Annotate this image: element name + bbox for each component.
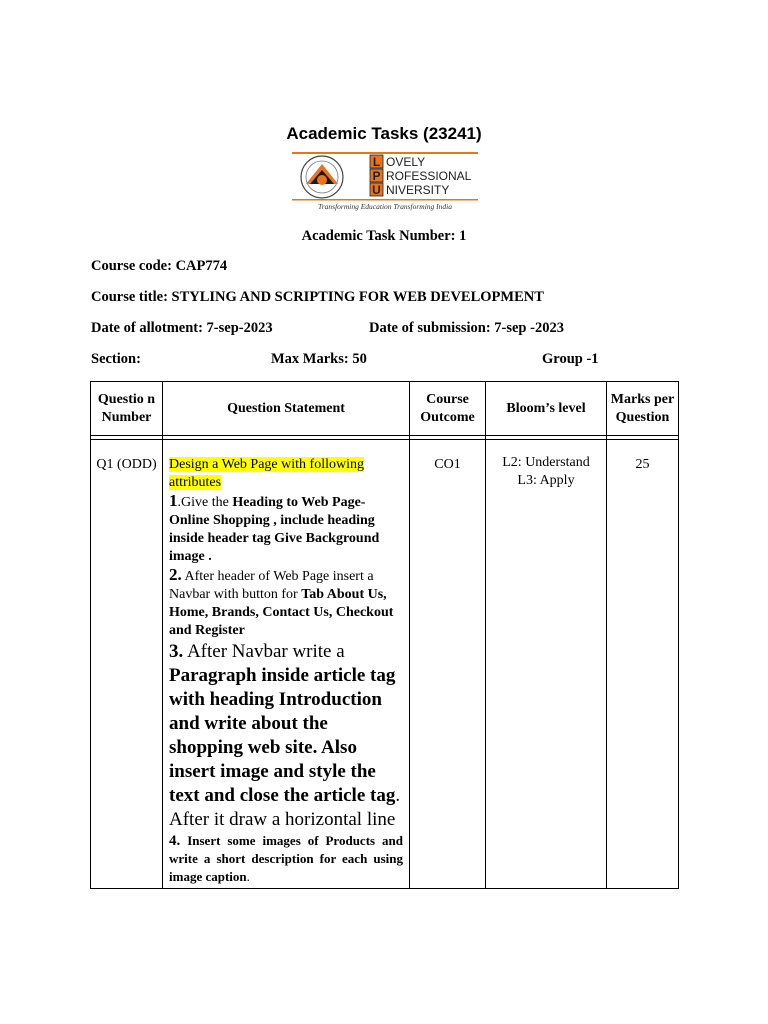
point-3: 3. After Navbar write a Paragraph inside article tag with heading Introduction and write about the shopping web site. Also insert image and style the text and close the article tag. After it draw a horizontal line	[169, 641, 401, 830]
header-course-outcome: Course Outcome	[410, 382, 486, 436]
max-marks: Max Marks: 50	[271, 351, 367, 367]
header-blooms-level: Bloom’s level	[486, 382, 607, 436]
section-label: Section:	[91, 351, 141, 367]
course-code: Course code: CAP774	[91, 258, 228, 274]
logo-word-university: NIVERSITY	[386, 183, 450, 197]
header-question-number: Questio n Number	[91, 382, 163, 436]
university-logo	[292, 150, 478, 212]
page-title: Academic Tasks (23241)	[286, 124, 482, 143]
table-header-row	[91, 382, 679, 436]
highlighted-intro: Design a Web Page with following attributes	[169, 457, 364, 490]
lpu-letter-boxes	[370, 155, 383, 197]
task-number: Academic Task Number: 1	[301, 228, 467, 244]
question-number: Q1 (ODD)	[91, 440, 163, 889]
logo-tagline: Transforming Education Transforming India	[318, 202, 452, 211]
bloom-level-1: L2: Understand	[502, 455, 590, 470]
intro-line	[169, 456, 403, 492]
bloom-level-2: L3: Apply	[517, 473, 575, 488]
logo-word-lovely: OVELY	[386, 155, 426, 169]
date-of-allotment: Date of allotment: 7-sep-2023	[91, 320, 273, 336]
logo-word-professional: ROFESSIONAL	[386, 169, 472, 183]
point-2: 2. After header of Web Page insert a Navbar with button for Tab About Us, Home, Brands, Contact Us, Checkout and Register	[169, 565, 394, 638]
questions-table	[90, 381, 679, 889]
seal-center	[317, 175, 327, 185]
question-statement	[163, 440, 410, 889]
svg-text:U: U	[372, 183, 381, 197]
logo-bottom-rule	[292, 199, 478, 201]
course-outcome: CO1	[410, 440, 486, 889]
header-marks-per-question: Marks per Question	[607, 382, 679, 436]
marks: 25	[607, 440, 679, 889]
logo-top-rule	[292, 152, 478, 154]
svg-text:P: P	[372, 169, 381, 183]
svg-text:L: L	[372, 155, 381, 169]
point-4: 4. Insert some images of Products and write a short description for each using image caption.	[169, 833, 403, 884]
point-1: 1.Give the Heading to Web Page-Online Shopping , include heading inside header tag Give Background image .	[169, 491, 380, 564]
header-question-statement: Question Statement	[163, 382, 410, 436]
date-of-submission: Date of submission: 7-sep -2023	[369, 320, 564, 336]
blooms-level	[486, 440, 607, 889]
table-row	[91, 440, 679, 889]
group-label: Group -1	[542, 351, 599, 367]
course-title: Course title: STYLING AND SCRIPTING FOR WEB DEVELOPMENT	[91, 289, 544, 305]
